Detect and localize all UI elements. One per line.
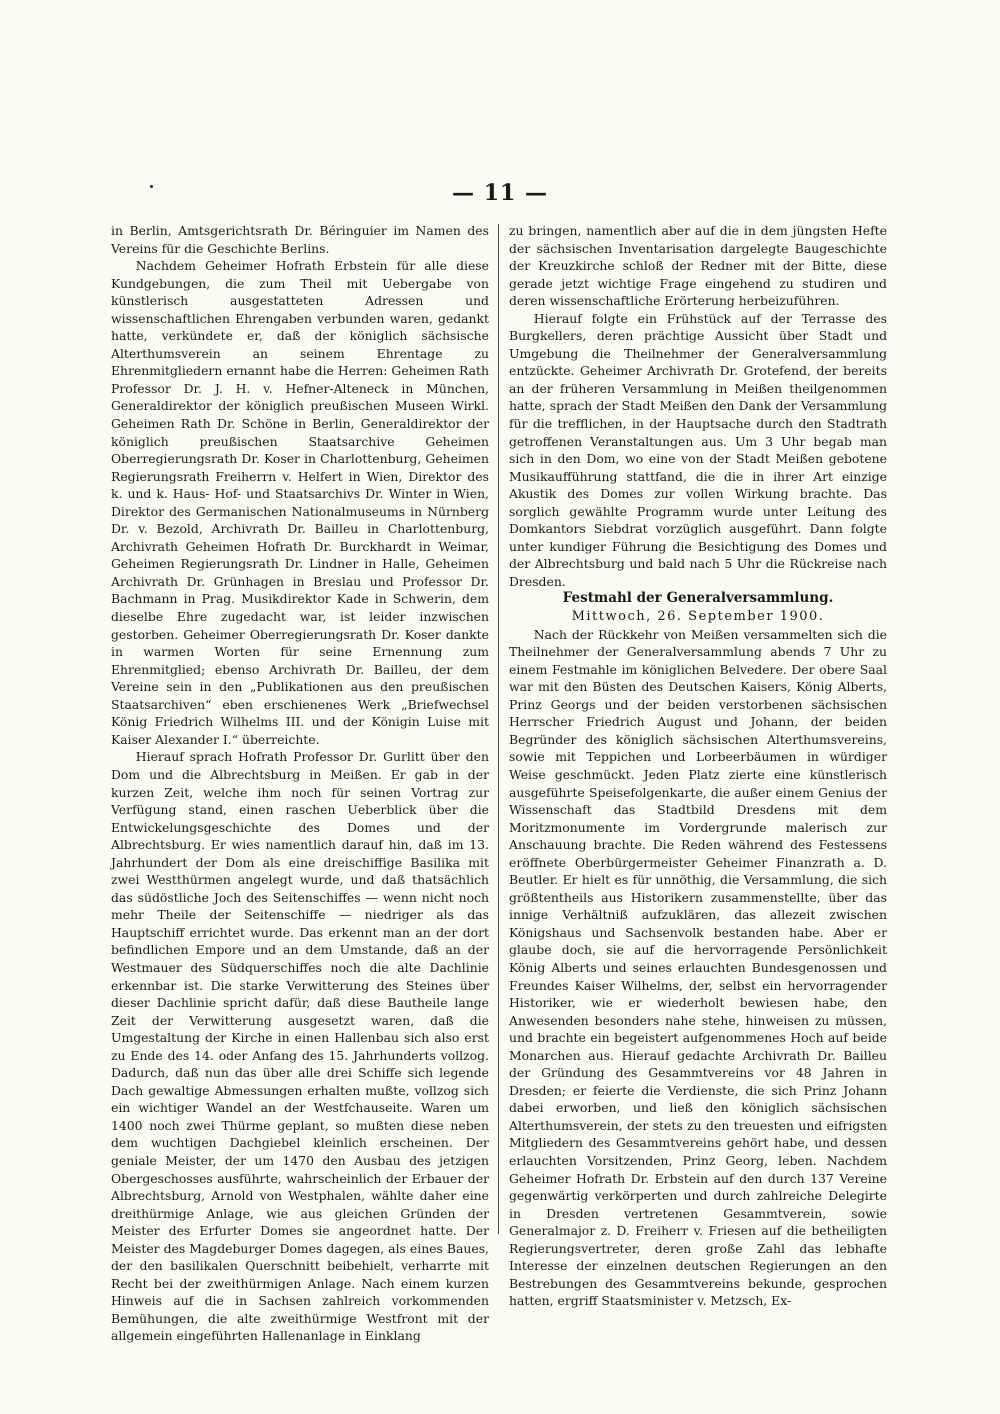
section-date: Mittwoch, 26. September 1900. xyxy=(571,609,825,625)
right-paragraph-3: Nach der Rückkehr von Meißen versammelten sich die Theilnehmer der Generalversammlung abends 7 Uhr zu einem Festmahle im königlichen Belvedere. Der obere Saal war mit den Büsten des Deutschen Kaisers, König Alberts, Prinz Georgs und der beiden verstorbenen sächsischen Herrscher Friedrich August und Johann, der beiden Begründer des königlich sächsischen Alterthumsvereins, sowie mit Teppichen und Lorbeerbäumen in würdiger Weise geschmückt. Jeden Platz zierte eine künstlerisch ausgeführte Speisefolgenkarte, die außer einem Genius der Wissenschaft das Stadtbild Dresdens mit dem Moritzmonumente im Vordergrunde malerisch zur Anschauung brachte. Die Reden während des Festessens eröffnete Oberbürgermeister Geheimer Finanzrath a. D. Beutler. Er hielt es für unnöthig, die Versammlung, die sich größtentheils aus Historikern zusammenstellte, über das innige Verhältniß aufzuklären, das allezeit zwischen Königshaus und Sachsenvolk bestanden habe. Aber er glaube doch, sie auf die hervorragende Persönlichkeit König Alberts und seines erlauchten Bundesgenossen und Freundes Kaiser Wilhelms, der, selbst ein hervorragender Historiker, wie er wiederholt bewiesen habe, den Anwesenden besonders nahe stehe, hinweisen zu müssen, und brachte ein begeistert aufgenommenes Hoch auf beide Monarchen aus. Hierauf gedachte Archivrath Dr. Bailleu der Gründung des Gesammtvereins vor 48 Jahren in Dresden; er feierte die Verdienste, die sich Prinz Johann dabei erworben, und ließ den königlich sächsischen Alterthumsverein, der stets zu den treuesten und eifrigsten Mitgliedern des Gesammtvereins gehört habe, und dessen erlauchten Vorsitzenden, Prinz Georg, leben. Nachdem Geheimer Hofrath Dr. Erbstein auf den durch 137 Vereine gegenwärtig verkörperten und durch zahlreiche Delegirte in Dresden vertretenen Gesammtverein, sowie Generalmajor z. D. Freiherr v. Friesen auf die betheiligten Regierungsvertreter, deren große Zahl das lebhafte Interesse der einzelnen deutschen Regierungen an den Bestrebungen des Gesammtvereins bekunde, gesprochen hatten, ergriff Staatsminister v. Metzsch, Ex- xyxy=(509,626,887,1309)
page-number: — 11 — xyxy=(452,180,548,206)
right-column xyxy=(509,222,887,1310)
left-column xyxy=(111,222,489,1345)
right-paragraph-1: zu bringen, namentlich aber auf die in dem jüngsten Hefte der sächsischen Inventarisation dargelegte Baugeschichte der Kreuzkirche schloß der Redner mit der Bitte, diese gerade jetzt wichtige Frage eingehend zu studiren und deren wissenschaftliche Erörterung herbeizuführen. xyxy=(509,223,887,309)
section-heading: Festmahl der Generalversammlung. xyxy=(562,590,834,607)
right-paragraph-2: Hierauf folgte ein Frühstück auf der Terrasse des Burgkellers, deren prächtige Aussicht über Stadt und Umgebung die Theilnehmer der Generalversammlung entzückte. Geheimer Archivrath Dr. Grotefend, der bereits an der früheren Versammlung in Meißen theilgenommen hatte, sprach der Stadt Meißen den Dank der Versammlung für die trefflichen, in der Hauptsache durch den Stadtrath getroffenen Veranstaltungen aus. Um 3 Uhr begab man sich in den Dom, wo eine von der Stadt Meißen gebotene Musikaufführung stattfand, die die in ihrer Art einzige Akustik des Domes zur vollen Wirkung brachte. Das sorglich gewählte Programm wurde unter Leitung des Domkantors Siebdrat vorzüglich ausgeführt. Dann folgte unter kundiger Führung die Besichtigung des Domes und der Albrechtsburg und bald nach 5 Uhr die Rückreise nach Dresden. xyxy=(509,310,887,589)
column-divider xyxy=(498,224,499,1234)
left-paragraph-3: Hierauf sprach Hofrath Professor Dr. Gurlitt über den Dom und die Albrechtsburg in Meißen. Er gab in der kurzen Zeit, welche ihm noch für seinen Vortrag zur Verfügung stand, einen raschen Ueberblick über die Entwickelungsgeschichte des Domes und der Albrechtsburg. Er wies namentlich darauf hin, daß im 13. Jahrhundert der Dom als eine dreischiffige Basilika mit zwei Westthürmen angelegt wurde, und daß thatsächlich das südöstliche Joch des Seitenschiffes — wenn nicht noch mehr Theile der Seitenschiffe — niedriger als das Hauptschiff errichtet wurde. Das erkennt man an der dort befindlichen Empore und an dem Umstande, daß an der Westmauer des Südquerschiffes noch die alte Dachlinie erkennbar ist. Die starke Verwitterung des Steines über dieser Dachlinie spricht dafür, daß diese Bautheile lange Zeit der Verwitterung ausgesetzt waren, daß die Umgestaltung der Kirche in einen Hallenbau sich also erst zu Ende des 14. oder Anfang des 15. Jahrhunderts vollzog. Dadurch, daß nun das über alle drei Schiffe sich legende Dach gewaltige Abmessungen erhalten mußte, vollzog sich ein wichtiger Wandel an der Westfchauseite. Waren um 1400 noch zwei Thürme geplant, so mußten diese neben dem wuchtigen Dachgiebel kleinlich erscheinen. Der geniale Meister, der um 1470 den Ausbau des jetzigen Obergeschosses ausführte, wahrscheinlich der Erbauer der Albrechtsburg, Arnold von Westphalen, wählte daher eine dreithürmige Anlage, wie aus gleichen Gründen der Meister des Erfurter Domes sie angeordnet hatte. Der Meister des Magdeburger Domes dagegen, als eines Baues, der den basilikalen Querschnitt beibehielt, verharrte mit Recht bei der zweithürmigen Anlage. Nach einem kurzen Hinweis auf die in Sachsen zahlreich vorkommenden Bemühungen, die alte zweithürmige Westfront mit der allgemein eingeführten Hallenanlage in Einklang xyxy=(111,749,489,1344)
left-paragraph-2: Nachdem Geheimer Hofrath Erbstein für alle diese Kundgebungen, die zum Theil mit Uebergabe von künstlerisch ausgestatteten Adressen und wissenschaftlichen Ehrengaben verbunden waren, gedankt hatte, verkündete er, daß der königlich sächsische Alterthumsverein an seinem Ehrentage zu Ehrenmitgliedern ernannt habe die Herren: Geheimen Rath Professor Dr. J. H. v. Hefner-Alteneck in München, Generaldirektor der königlich preußischen Museen Wirkl. Geheimen Rath Dr. Schöne in Berlin, Generaldirektor der königlich preußischen Staatsarchive Geheimen Oberregierungsrath Dr. Koser in Charlottenburg, Geheimen Regierungsrath Freiherrn v. Helfert in Wien, Direktor des k. und k. Haus- Hof- und Staatsarchivs Dr. Winter in Wien, Direktor des Germanischen Nationalmuseums in Nürnberg Dr. v. Bezold, Archivrath Dr. Bailleu in Charlottenburg, Archivrath Geheimen Hofrath Dr. Burckhardt in Weimar, Geheimen Regierungsrath Dr. Lindner in Halle, Geheimen Archivrath Dr. Grünhagen in Breslau und Professor Dr. Bachmann in Prag. Musikdirektor Kade in Schwerin, dem dieselbe Ehre zugedacht war, ist leider inzwischen gestorben. Geheimer Oberregierungsrath Dr. Koser dankte in warmen Worten für seine Ernennung zum Ehrenmitglied; ebenso Archivrath Dr. Bailleu, der dem Vereine sein in den „Publikationen aus den preußischen Staatsarchiven“ eben erschienenes Werk „Briefwechsel König Friedrich Wilhelms III. und der Königin Luise mit Kaiser Alexander I.“ überreichte. xyxy=(111,258,489,747)
left-paragraph-1: in Berlin, Amtsgerichtsrath Dr. Béringuier im Namen des Vereins für die Geschichte Berlins. xyxy=(111,223,489,256)
